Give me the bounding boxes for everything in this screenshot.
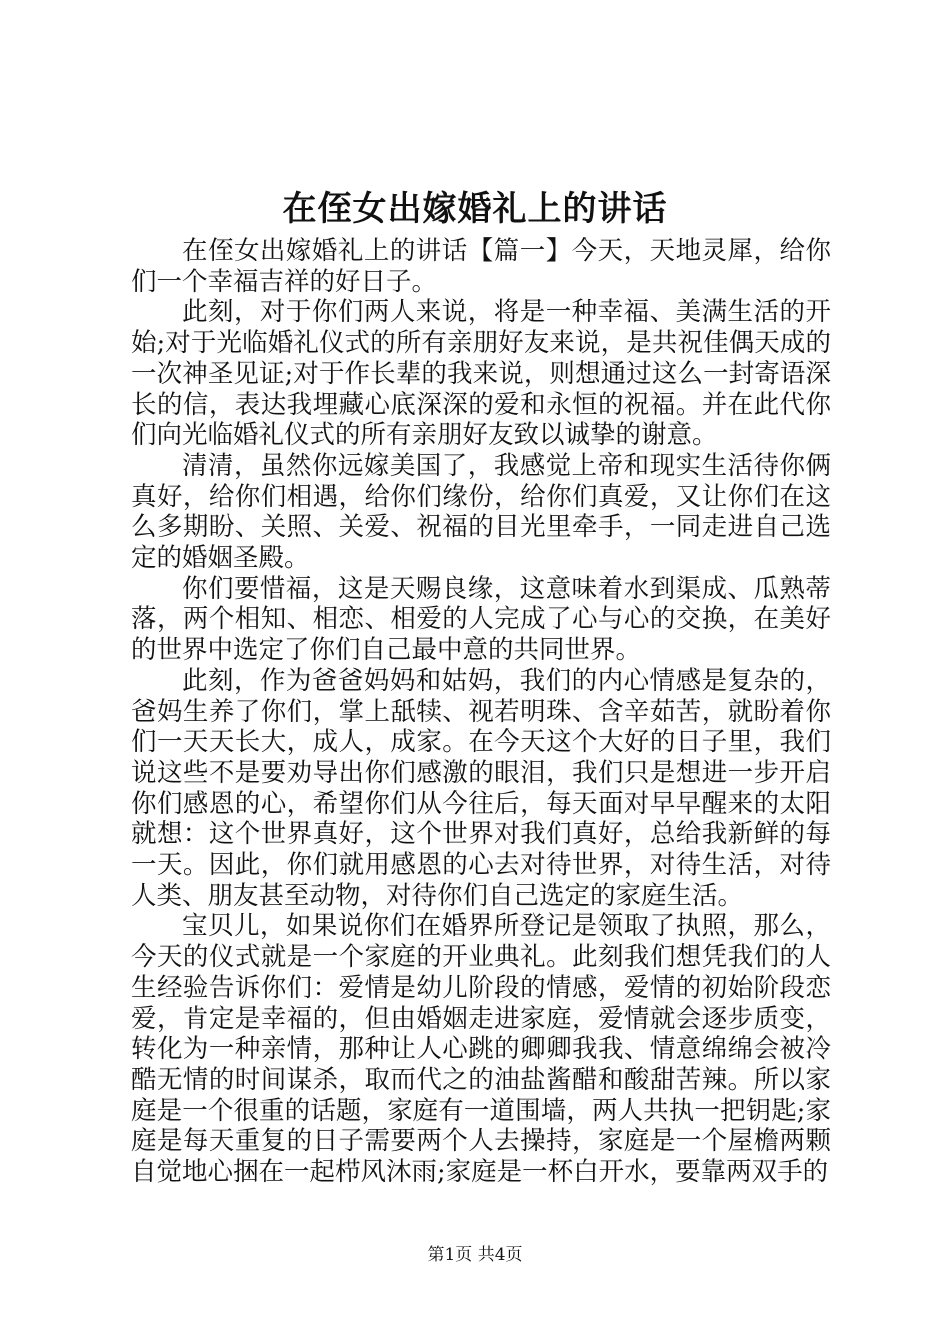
paragraph-6: 宝贝儿，如果说你们在婚界所登记是领取了执照，那么，今天的仪式就是一个家庭的开业典礼。此刻我们想凭我们的人生经验告诉你们：爱情是幼儿阶段的情感，爱情的初始阶段恋爱，肯定是幸福的，但由婚姻走进家庭，爱情就会逐步质变，转化为一种亲情，那种让人心跳的卿卿我我、情意绵绵会被冷酷无情的时间谋杀，取而代之的油盐酱醋和酸甜苦辣。所以家庭是一个很重的话题，家庭有一道围墙，两人共执一把钥匙;家庭是每天重复的日子需要两个人去操持，家庭是一个屋檐两颗自觉地心捆在一起栉风沐雨;家庭是一杯白开水，要靠两双手的	[131, 911, 831, 1188]
paragraph-5: 此刻，作为爸爸妈妈和姑妈，我们的内心情感是复杂的，爸妈生养了你们，掌上舐犊、视若明珠、含辛茹苦，就盼着你们一天天长大，成人，成家。在今天这个大好的日子里，我们说这些不是要劝导出你们感激的眼泪，我们只是想进一步开启你们感恩的心，希望你们从今往后，每天面对早早醒来的太阳就想：这个世界真好，这个世界对我们真好，总给我新鲜的每一天。因此，你们就用感恩的心去对待世界，对待生活，对待人类、朋友甚至动物，对待你们自己选定的家庭生活。	[131, 665, 831, 911]
document-title: 在侄女出嫁婚礼上的讲话	[282, 189, 668, 229]
document-body	[131, 236, 831, 1188]
paragraph-1: 在侄女出嫁婚礼上的讲话【篇一】今天，天地灵犀，给你们一个幸福吉祥的好日子。	[131, 236, 831, 297]
paragraph-2: 此刻，对于你们两人来说，将是一种幸福、美满生活的开始;对于光临婚礼仪式的所有亲朋好友来说，是共祝佳偶天成的一次神圣见证;对于作长辈的我来说，则想通过这么一封寄语深长的信，表达我埋藏心底深深的爱和永恒的祝福。并在此代你们向光临婚礼仪式的所有亲朋好友致以诚挚的谢意。	[131, 297, 831, 451]
page-number-footer: 第1页 共4页	[427, 1245, 523, 1265]
paragraph-4: 你们要惜福，这是天赐良缘，这意味着水到渠成、瓜熟蒂落，两个相知、相恋、相爱的人完成了心与心的交换，在美好的世界中选定了你们自己最中意的共同世界。	[131, 573, 831, 666]
paragraph-3: 清清，虽然你远嫁美国了，我感觉上帝和现实生活待你俩真好，给你们相遇，给你们缘份，给你们真爱，又让你们在这么多期盼、关照、关爱、祝福的目光里牵手，一同走进自己选定的婚姻圣殿。	[131, 450, 831, 574]
